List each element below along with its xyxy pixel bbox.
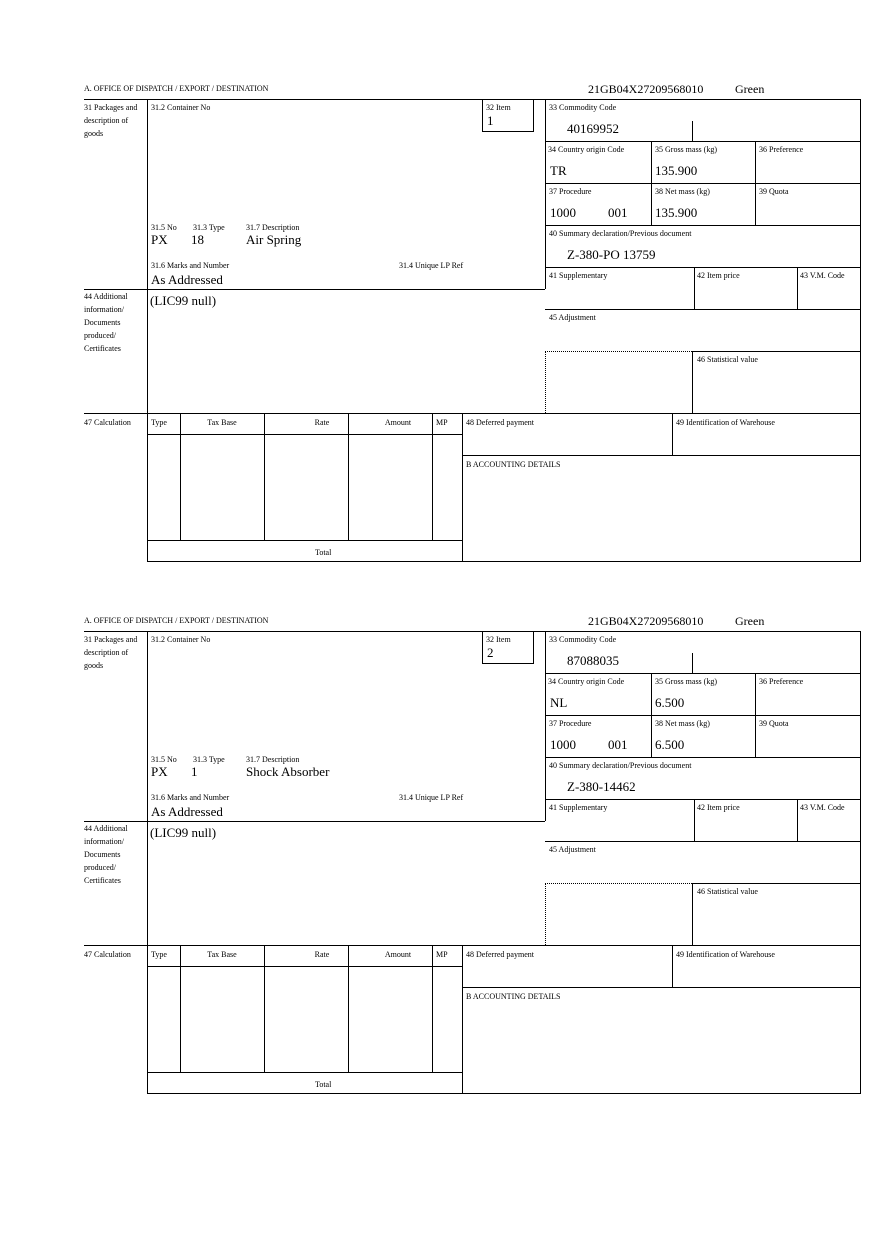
calculation-label: 47 Calculation bbox=[84, 950, 131, 959]
accounting-details-label: B ACCOUNTING DETAILS bbox=[466, 460, 561, 469]
procedure-value-a: 1000 bbox=[550, 205, 576, 220]
declaration-reference: 21GB04X27209568010 bbox=[588, 82, 704, 96]
procedure-label: 37 Procedure bbox=[549, 187, 592, 196]
commodity-label: 33 Commodity Code bbox=[549, 635, 617, 644]
marks-value: As Addressed bbox=[151, 272, 223, 287]
type-label: 31.3 Type bbox=[193, 223, 225, 232]
calc-type-header: Type bbox=[151, 418, 167, 427]
goods-description: Air Spring bbox=[246, 232, 302, 247]
container-label: 31.2 Container No bbox=[151, 635, 211, 644]
additional-info-value: (LIC99 null) bbox=[150, 825, 217, 840]
mp-header: MP bbox=[436, 950, 448, 959]
procedure-value-b: 001 bbox=[608, 205, 628, 220]
amount-header: Amount bbox=[384, 418, 412, 427]
container-label: 31.2 Container No bbox=[151, 103, 211, 112]
tax-base-header: Tax Base bbox=[207, 418, 237, 427]
commodity-label: 33 Commodity Code bbox=[549, 103, 617, 112]
package-count: 1 bbox=[191, 764, 198, 779]
warehouse-label: 49 Identification of Warehouse bbox=[676, 950, 775, 959]
statistical-value-label: 46 Statistical value bbox=[697, 355, 758, 364]
net-mass-value: 135.900 bbox=[655, 205, 698, 220]
item-label: 32 Item bbox=[486, 103, 511, 112]
gross-mass-value: 6.500 bbox=[655, 695, 685, 710]
no-label: 31.5 No bbox=[151, 223, 177, 232]
unique-ref-label: 31.4 Unique LP Ref bbox=[399, 261, 464, 270]
gross-mass-label: 35 Gross mass (kg) bbox=[655, 677, 717, 686]
net-mass-label: 38 Net mass (kg) bbox=[655, 719, 710, 728]
country-value: TR bbox=[550, 163, 567, 178]
no-label: 31.5 No bbox=[151, 755, 177, 764]
country-label: 34 Country origin Code bbox=[548, 145, 625, 154]
preference-label: 36 Preference bbox=[759, 145, 804, 154]
total-label: Total bbox=[315, 548, 332, 557]
summary-doc-value: Z-380-PO 13759 bbox=[567, 247, 656, 262]
description-label: 31.7 Description bbox=[246, 223, 300, 232]
calculation-label: 47 Calculation bbox=[84, 418, 131, 427]
marks-label: 31.6 Marks and Number bbox=[151, 261, 230, 270]
additional-info-value: (LIC99 null) bbox=[150, 293, 217, 308]
warehouse-label: 49 Identification of Warehouse bbox=[676, 418, 775, 427]
adjustment-label: 45 Adjustment bbox=[549, 845, 596, 854]
marks-label: 31.6 Marks and Number bbox=[151, 793, 230, 802]
status-label: Green bbox=[735, 614, 765, 628]
preference-label: 36 Preference bbox=[759, 677, 804, 686]
packages-label: 31 Packages and description of goods bbox=[84, 635, 138, 670]
additional-info-label: 44 Additional information/ Documents produced/ Certificates bbox=[84, 292, 128, 353]
item-price-label: 42 Item price bbox=[697, 803, 740, 812]
gross-mass-value: 135.900 bbox=[655, 163, 698, 178]
office-label: A. OFFICE OF DISPATCH / EXPORT / DESTINATION bbox=[84, 84, 269, 93]
rate-header: Rate bbox=[314, 418, 330, 427]
office-label: A. OFFICE OF DISPATCH / EXPORT / DESTINATION bbox=[84, 616, 269, 625]
quota-label: 39 Quota bbox=[759, 187, 789, 196]
commodity-code: 40169952 bbox=[567, 121, 619, 136]
commodity-code: 87088035 bbox=[567, 653, 619, 668]
package-kind: PX bbox=[151, 764, 168, 779]
declaration-reference: 21GB04X27209568010 bbox=[588, 614, 704, 628]
rate-header: Rate bbox=[314, 950, 330, 959]
deferred-payment-label: 48 Deferred payment bbox=[466, 950, 534, 959]
supplementary-label: 41 Supplementary bbox=[549, 271, 608, 280]
accounting-details-label: B ACCOUNTING DETAILS bbox=[466, 992, 561, 1001]
package-kind: PX bbox=[151, 232, 168, 247]
quota-label: 39 Quota bbox=[759, 719, 789, 728]
country-value: NL bbox=[550, 695, 568, 710]
packages-label: 31 Packages and description of goods bbox=[84, 103, 138, 138]
item-label: 32 Item bbox=[486, 635, 511, 644]
vm-code-label: 43 V.M. Code bbox=[800, 271, 845, 280]
deferred-payment-label: 48 Deferred payment bbox=[466, 418, 534, 427]
procedure-label: 37 Procedure bbox=[549, 719, 592, 728]
amount-header: Amount bbox=[384, 950, 412, 959]
statistical-value-label: 46 Statistical value bbox=[697, 887, 758, 896]
total-label: Total bbox=[315, 1080, 332, 1089]
goods-description: Shock Absorber bbox=[246, 764, 330, 779]
additional-info-label: 44 Additional information/ Documents produced/ Certificates bbox=[84, 824, 128, 885]
package-count: 18 bbox=[191, 232, 204, 247]
declaration-form-2 bbox=[0, 612, 882, 1092]
summary-label: 40 Summary declaration/Previous document bbox=[549, 761, 692, 770]
item-number: 2 bbox=[487, 645, 494, 660]
summary-doc-value: Z-380-14462 bbox=[567, 779, 636, 794]
item-price-label: 42 Item price bbox=[697, 271, 740, 280]
procedure-value-b: 001 bbox=[608, 737, 628, 752]
calc-type-header: Type bbox=[151, 950, 167, 959]
adjustment-label: 45 Adjustment bbox=[549, 313, 596, 322]
net-mass-value: 6.500 bbox=[655, 737, 685, 752]
procedure-value-a: 1000 bbox=[550, 737, 576, 752]
status-label: Green bbox=[735, 82, 765, 96]
country-label: 34 Country origin Code bbox=[548, 677, 625, 686]
vm-code-label: 43 V.M. Code bbox=[800, 803, 845, 812]
marks-value: As Addressed bbox=[151, 804, 223, 819]
tax-base-header: Tax Base bbox=[207, 950, 237, 959]
item-number: 1 bbox=[487, 113, 494, 128]
type-label: 31.3 Type bbox=[193, 755, 225, 764]
description-label: 31.7 Description bbox=[246, 755, 300, 764]
unique-ref-label: 31.4 Unique LP Ref bbox=[399, 793, 464, 802]
summary-label: 40 Summary declaration/Previous document bbox=[549, 229, 692, 238]
gross-mass-label: 35 Gross mass (kg) bbox=[655, 145, 717, 154]
declaration-form-1 bbox=[0, 80, 882, 560]
supplementary-label: 41 Supplementary bbox=[549, 803, 608, 812]
net-mass-label: 38 Net mass (kg) bbox=[655, 187, 710, 196]
mp-header: MP bbox=[436, 418, 448, 427]
